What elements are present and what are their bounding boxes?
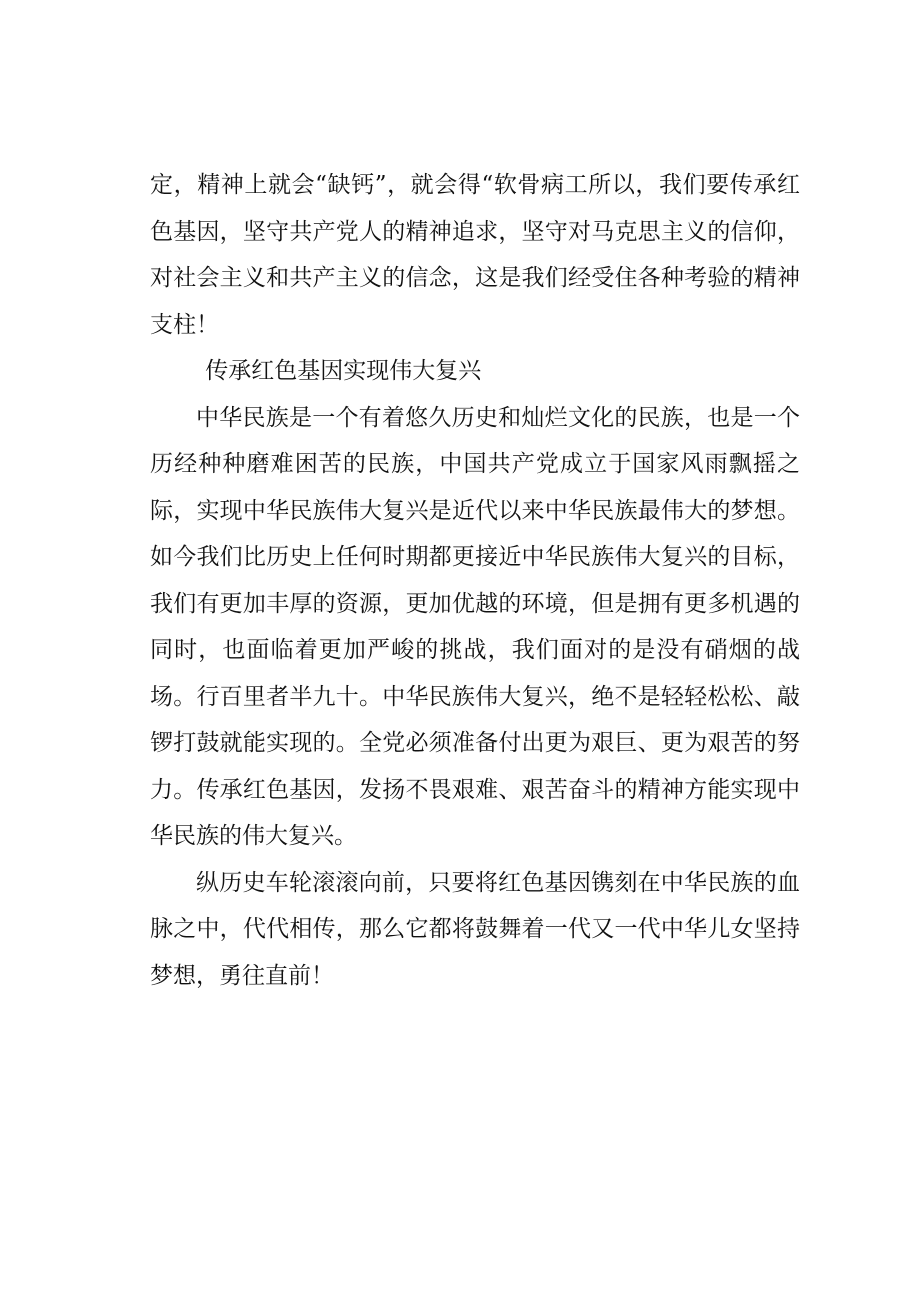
document-body xyxy=(150,162,800,999)
paragraph-rejuvenation: 中华民族是一个有着悠久历史和灿烂文化的民族，也是一个历经种种磨难困苦的民族，中国共产党成立于国家风雨飘摇之际，实现中华民族伟大复兴是近代以来中华民族最伟大的梦想。如今我们比历史上任何时期都更接近中华民族伟大复兴的目标，我们有更加丰厚的资源，更加优越的环境，但是拥有更多机遇的同时，也面临着更加严峻的挑战，我们面对的是没有硝烟的战场。行百里者半九十。中华民族伟大复兴，绝不是轻轻松松、敲锣打鼓就能实现的。全党必须准备付出更为艰巨、更为艰苦的努力。传承红色基因，发扬不畏艰难、艰苦奋斗的精神方能实现中华民族的伟大复兴。 xyxy=(150,404,800,849)
section-heading: 传承红色基因实现伟大复兴 xyxy=(205,358,482,384)
paragraph-continuation: 定，精神上就会“缺钙”，就会得“软骨病工所以，我们要传承红色基因，坚守共产党人的精神追求，坚守对马克思主义的信仰，对社会主义和共产主义的信念，这是我们经受住各种考验的精神支柱！ xyxy=(150,172,800,338)
paragraph-conclusion: 纵历史车轮滚滚向前，只要将红色基因镌刻在中华民族的血脉之中，代代相传，那么它都将鼓舞着一代又一代中华儿女坚持梦想，勇往直前！ xyxy=(150,869,800,989)
